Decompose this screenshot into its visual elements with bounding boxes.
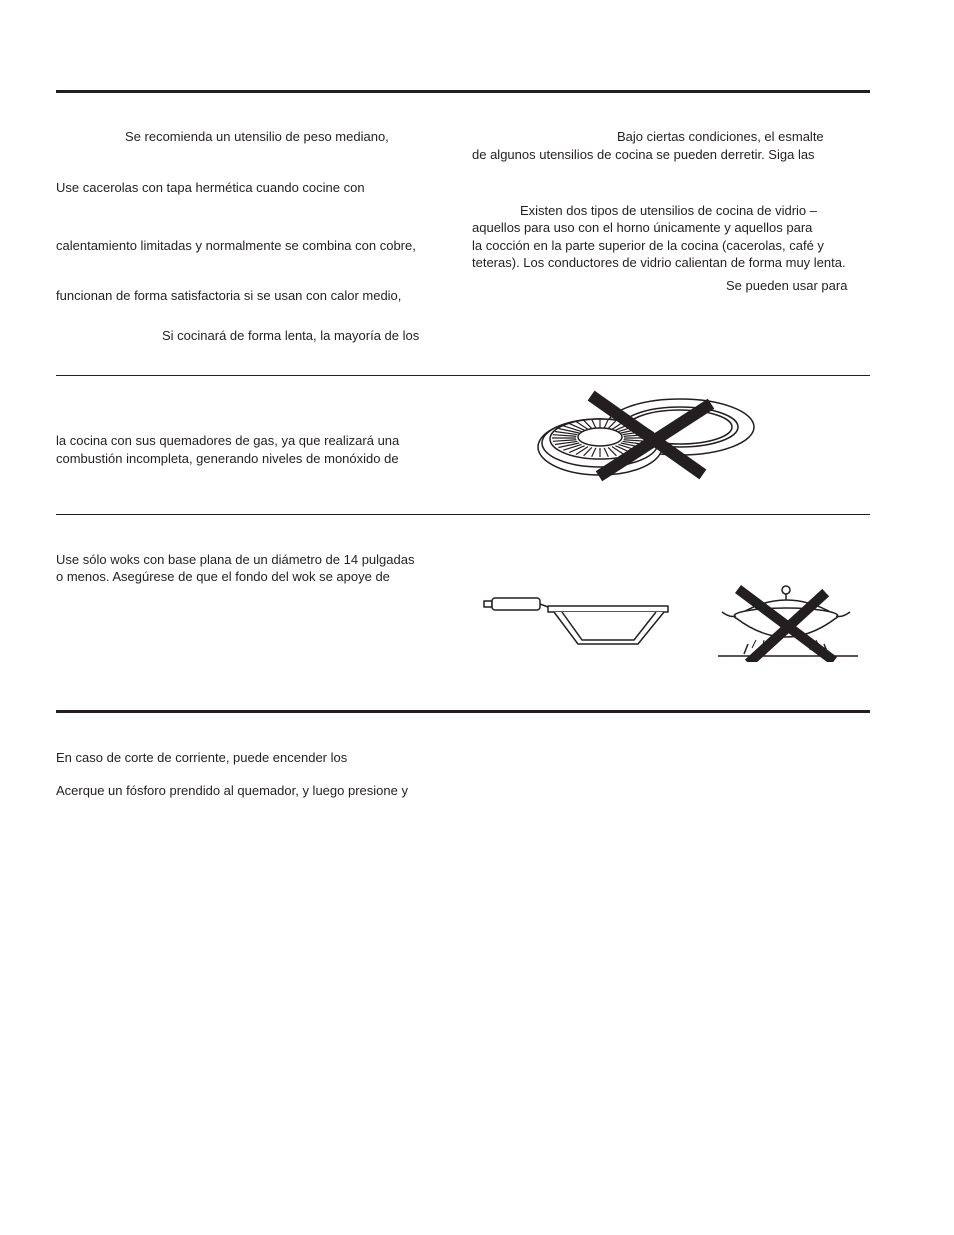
power-outage-line-1: En caso de corte de corriente, puede encender los — [56, 750, 348, 765]
cookware-left-line-3: calentamiento limitadas y normalmente se combina con cobre, — [56, 238, 416, 253]
crossed-out-round-wok-illustration — [712, 582, 862, 662]
power-outage-line-2: Acerque un fósforo prendido al quemador, y luego presione y — [56, 783, 408, 798]
grill-section-rule — [56, 375, 870, 376]
cookware-left-line-1: Se recomienda un utensilio de peso mediano, — [125, 129, 389, 144]
cookware-left-line-4: funcionan de forma satisfactoria si se usan con calor medio, — [56, 288, 402, 303]
cookware-right-line-5: la cocción en la parte superior de la cocina (cacerolas, café y — [472, 238, 824, 253]
wok-line-2: o menos. Asegúrese de que el fondo del wok se apoye de — [56, 569, 390, 584]
grill-line-2: combustión incompleta, generando niveles de monóxido de — [56, 451, 399, 466]
cookware-left-line-5: Si cocinará de forma lenta, la mayoría de los — [162, 328, 420, 343]
cookware-right-line-2: de algunos utensilios de cocina se pueden derretir. Siga las — [472, 147, 815, 162]
top-rule — [56, 90, 870, 93]
power-outage-section-rule — [56, 710, 870, 713]
cookware-right-line-6: teteras). Los conductores de vidrio calientan de forma muy lenta. — [472, 255, 846, 270]
cookware-right-line-7: Se pueden usar para — [726, 278, 848, 293]
grill-line-1: la cocina con sus quemadores de gas, ya que realizará una — [56, 433, 400, 448]
cookware-left-line-2: Use cacerolas con tapa hermética cuando cocine con — [56, 180, 365, 195]
cookware-right-line-4: aquellos para uso con el horno únicamente y aquellos para — [472, 220, 813, 235]
crossed-out-grill-illustration — [530, 385, 760, 485]
cookware-right-line-1: Bajo ciertas condiciones, el esmalte — [617, 129, 824, 144]
wok-line-1: Use sólo woks con base plana de un diámetro de 14 pulgadas — [56, 552, 415, 567]
cookware-right-line-3: Existen dos tipos de utensilios de cocina de vidrio – — [520, 203, 818, 218]
flat-bottom-wok-illustration — [482, 590, 672, 650]
wok-section-rule — [56, 514, 870, 515]
